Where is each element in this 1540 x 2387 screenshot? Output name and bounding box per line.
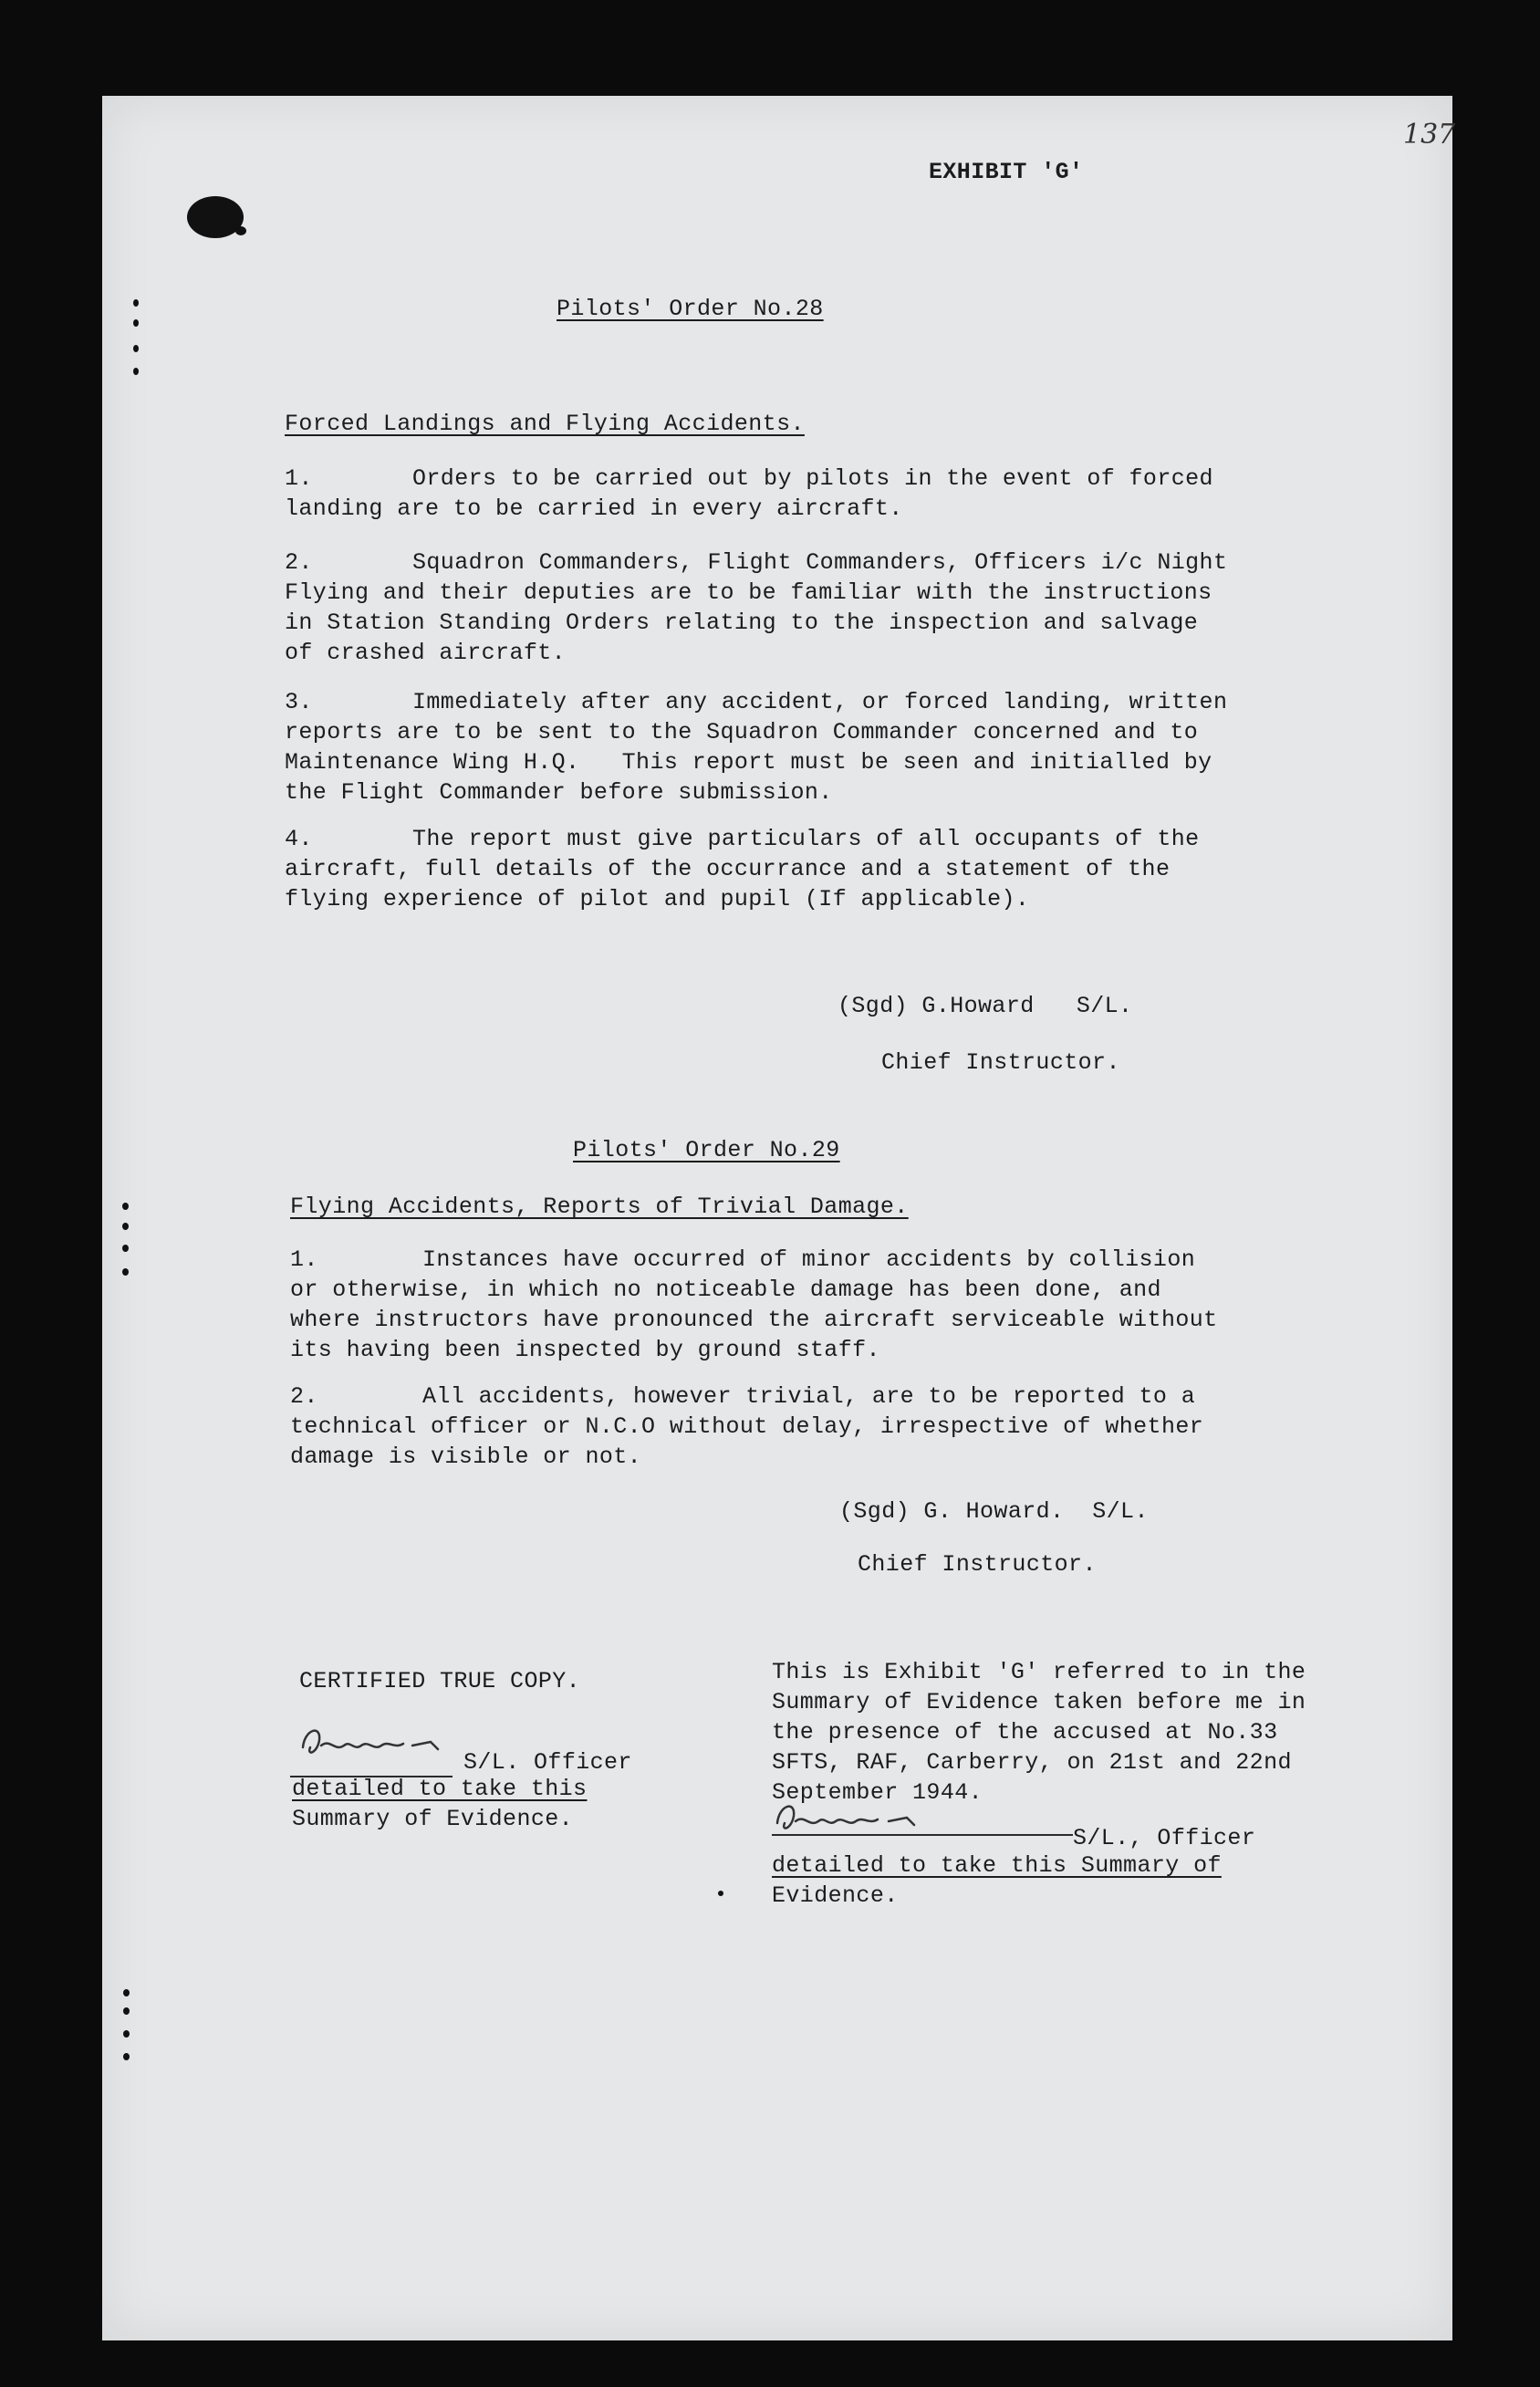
item-number: 1.: [290, 1246, 318, 1273]
note-line: the presence of the accused at No.33: [772, 1719, 1278, 1746]
item-line: where instructors have pronounced the aircraft serviceable without: [290, 1307, 1218, 1333]
exhibit-note: [772, 1657, 1306, 1808]
order28-item-4: [285, 824, 1200, 914]
note-line: SFTS, RAF, Carberry, on 21st and 22nd: [772, 1749, 1292, 1776]
item-line: landing are to be carried in every aircraft.: [285, 495, 903, 522]
order28-item-3: [285, 687, 1227, 808]
certified-sig-suffix: S/L. Officer: [463, 1749, 632, 1776]
item-line: in Station Standing Orders relating to the inspection and salvage: [285, 610, 1199, 636]
order29-item-1: [290, 1245, 1218, 1365]
item-line: Orders to be carried out by pilots in the event of forced: [412, 465, 1213, 492]
note-footer-line: detailed to take this Summary of: [772, 1852, 1222, 1879]
item-number: 2.: [285, 549, 313, 576]
item-line: All accidents, however trivial, are to be reported to a: [422, 1383, 1196, 1410]
note-footer: [772, 1850, 1222, 1911]
note-line: Summary of Evidence taken before me in: [772, 1689, 1306, 1715]
order28-item-2: [285, 547, 1227, 668]
certified-label: CERTIFIED TRUE COPY.: [299, 1668, 581, 1694]
ink-dot: [235, 226, 246, 235]
order28-signed: (Sgd) G.Howard S/L.: [838, 993, 1133, 1019]
note-line: This is Exhibit 'G' referred to in the: [772, 1659, 1306, 1685]
exhibit-label: EXHIBIT 'G': [929, 159, 1084, 185]
order28-role: Chief Instructor.: [881, 1049, 1120, 1076]
stray-mark: [718, 1891, 723, 1896]
page-number: 137: [1403, 119, 1456, 151]
note-footer-line: Evidence.: [772, 1882, 899, 1909]
item-line: reports are to be sent to the Squadron Commander concerned and to: [285, 719, 1199, 745]
item-line: the Flight Commander before submission.: [285, 779, 833, 806]
order29-title: Pilots' Order No.29: [573, 1137, 840, 1163]
item-line: Immediately after any accident, or forced landing, written: [412, 689, 1228, 715]
signature-line: [772, 1834, 1073, 1836]
item-number: 1.: [285, 465, 313, 492]
item-line: of crashed aircraft.: [285, 640, 567, 666]
item-line: flying experience of pilot and pupil (If applicable).: [285, 886, 1030, 912]
item-line: Flying and their deputies are to be familiar with the instructions: [285, 579, 1212, 606]
order29-signed: (Sgd) G. Howard. S/L.: [839, 1498, 1149, 1525]
note-line: September 1944.: [772, 1779, 983, 1806]
order28-item-1: [285, 464, 1213, 524]
note-sig-suffix: S/L., Officer: [1073, 1825, 1256, 1851]
item-number: 4.: [285, 826, 313, 852]
item-line: Maintenance Wing H.Q. This report must be seen and initialled by: [285, 749, 1212, 776]
item-number: 2.: [290, 1383, 318, 1410]
order29-role: Chief Instructor.: [858, 1551, 1097, 1578]
item-line: its having been inspected by ground staff.: [290, 1337, 880, 1363]
item-line: The report must give particulars of all occupants of the: [412, 826, 1200, 852]
order28-heading: Forced Landings and Flying Accidents.: [285, 411, 805, 437]
item-line: damage is visible or not.: [290, 1444, 642, 1470]
certified-line: detailed to take this: [292, 1776, 588, 1802]
item-line: Squadron Commanders, Flight Commanders, Officers i/c Night: [412, 549, 1228, 576]
item-line: Instances have occurred of minor accidents by collision: [422, 1246, 1196, 1273]
certified-line: Summary of Evidence.: [292, 1806, 574, 1832]
item-number: 3.: [285, 689, 313, 715]
signature-left: [294, 1720, 467, 1766]
certified-text: [292, 1774, 587, 1834]
item-line: or otherwise, in which no noticeable damage has been done, and: [290, 1277, 1161, 1303]
item-line: aircraft, full details of the occurrance and a statement of the: [285, 856, 1171, 882]
order28-title: Pilots' Order No.28: [557, 296, 824, 322]
order29-item-2: [290, 1381, 1203, 1472]
order29-heading: Flying Accidents, Reports of Trivial Damage.: [290, 1194, 909, 1220]
item-line: technical officer or N.C.O without delay, irrespective of whether: [290, 1413, 1204, 1440]
